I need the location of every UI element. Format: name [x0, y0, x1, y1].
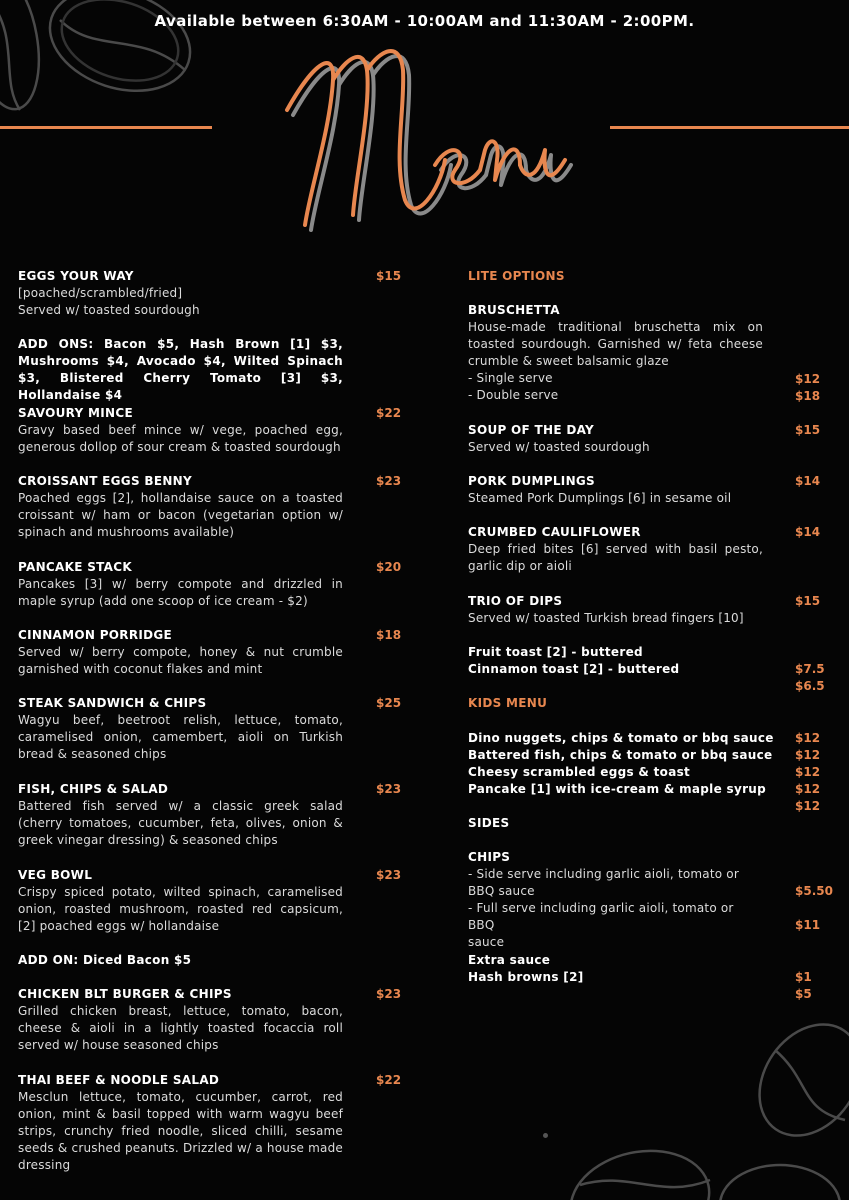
cinnamon-toast-price: $6.5: [795, 679, 825, 693]
menu-item-veg-bowl: [18, 867, 343, 935]
item-description: - Side serve including garlic aioli, tomato or: [468, 867, 739, 881]
item-description: Wagyu beef, beetroot relish, lettuce, tomato, caramelised onion, camembert, aioli on Turkish bread & seasoned chips: [18, 713, 343, 761]
hash-browns: Hash browns [2]: [468, 970, 584, 984]
item-description: Mesclun lettuce, tomato, cucumber, carrot, red onion, mint & basil topped with warm wagyu beef strips, crunchy fried noodle, sliced chilli, sesame seeds & crushed peanuts. Drizzled w/ a house made dressing: [18, 1090, 343, 1172]
sides-chips-heading: CHIPS: [468, 850, 511, 864]
fruit-toast-price: $7.5: [795, 662, 825, 676]
item-name: TRIO OF DIPS: [468, 594, 563, 608]
item-name: CRUMBED CAULIFLOWER: [468, 525, 641, 539]
item-price: $14: [795, 525, 821, 539]
item-name: VEG BOWL: [18, 868, 93, 882]
item-price: $20: [376, 560, 402, 574]
item-description: Served w/ toasted sourdough: [468, 440, 650, 454]
item-price: $23: [376, 474, 402, 488]
list-item: Cheesy scrambled eggs & toast: [468, 765, 691, 779]
hash-browns-price: $5: [795, 987, 812, 1001]
item-price: $25: [376, 696, 402, 710]
kids-menu-list: [468, 730, 774, 798]
add-ons-list: ADD ONS: Bacon $5, Hash Brown [1] $3, Mushrooms $4, Avocado $4, Wilted Spinach $3, Blistered Cherry Tomato [3] $3, Hollandaise $4: [18, 337, 343, 402]
kids-price-extra: $12: [795, 799, 821, 813]
menu-item-pork-dumplings: [468, 473, 763, 507]
add-on-diced-bacon: ADD ON: Diced Bacon $5: [18, 953, 192, 967]
item-price: $18: [376, 628, 402, 642]
item-name: FISH, CHIPS & SALAD: [18, 782, 169, 796]
item-price: $23: [376, 987, 402, 1001]
item-price: $15: [795, 423, 821, 437]
menu-title-script: [275, 40, 595, 240]
menu-item-trio-of-dips: [468, 593, 763, 627]
item-price: $22: [376, 1073, 402, 1087]
kids-price: $12: [795, 765, 821, 779]
header-divider-right: [610, 126, 849, 129]
menu-item-croissant-eggs-benny: [18, 473, 343, 541]
menu-item-fish-chips-salad: [18, 781, 343, 849]
item-price-double: $18: [795, 389, 821, 403]
item-price: $15: [795, 594, 821, 608]
item-description: BBQ sauce: [468, 884, 535, 898]
list-item: Dino nuggets, chips & tomato or bbq sauce: [468, 731, 774, 745]
item-description: Served w/ berry compote, honey & nut crumble garnished with coconut flakes and mint: [18, 645, 343, 676]
list-item: Pancake [1] with ice-cream & maple syrup: [468, 782, 767, 796]
item-name: THAI BEEF & NOODLE SALAD: [18, 1073, 220, 1087]
menu-item-crumbed-cauliflower: [468, 524, 763, 575]
item-name: PORK DUMPLINGS: [468, 474, 596, 488]
item-name: SOUP OF THE DAY: [468, 423, 595, 437]
chips-side-price: $5.50: [795, 884, 833, 898]
menu-item-eggs-your-way: [18, 268, 343, 319]
menu-item-pancake-stack: [18, 559, 343, 610]
section-heading-kids-menu: KIDS MENU: [468, 696, 548, 710]
kids-price: $12: [795, 748, 821, 762]
chips-full-serve: [468, 900, 763, 951]
item-description: Poached eggs [2], hollandaise sauce on a toasted croissant w/ ham or bacon (vegetarian option w/ spinach and mushrooms available): [18, 491, 343, 539]
section-heading-sides: SIDES: [468, 816, 510, 830]
item-price: $23: [376, 782, 402, 796]
kids-price: $12: [795, 782, 821, 796]
item-name: BRUSCHETTA: [468, 303, 560, 317]
item-name: CROISSANT EGGS BENNY: [18, 474, 192, 488]
item-description: House-made traditional bruschetta mix on toasted sourdough. Garnished w/ feta cheese crumble & sweet balsamic glaze: [468, 320, 763, 368]
item-description: Grilled chicken breast, lettuce, tomato, bacon, cheese & aioli in a lightly toasted focaccia roll served w/ house seasoned chips: [18, 1004, 343, 1052]
item-name: SAVOURY MINCE: [18, 406, 133, 420]
menu-item-bruschetta: [468, 302, 763, 404]
extra-sauce-price: $1: [795, 970, 812, 984]
item-description: Served w/ toasted sourdough: [18, 303, 200, 317]
item-price: $22: [376, 406, 402, 420]
item-name: CINNAMON PORRIDGE: [18, 628, 173, 642]
item-name: CHICKEN BLT BURGER & CHIPS: [18, 987, 232, 1001]
availability-hours: Available between 6:30AM - 10:00AM and 11:30AM - 2:00PM.: [154, 12, 695, 30]
item-description: - Full serve including garlic aioli, tomato or BBQ: [468, 901, 734, 932]
item-description: Deep fried bites [6] served with basil pesto, garlic dip or aioli: [468, 542, 763, 573]
item-description: Pancakes [3] w/ berry compote and drizzled in maple syrup (add one scoop of ice cream - $2): [18, 577, 343, 608]
kids-price: $12: [795, 731, 821, 745]
serve-option-single: - Single serve: [468, 371, 553, 385]
serve-option-double: - Double serve: [468, 388, 559, 402]
header-divider-left: [0, 126, 212, 129]
item-name: EGGS YOUR WAY: [18, 269, 134, 283]
item-name: STEAK SANDWICH & CHIPS: [18, 696, 207, 710]
item-price: $23: [376, 868, 402, 882]
item-description: Crispy spiced potato, wilted spinach, caramelised onion, roasted mushroom, roasted red capsicum, [2] poached eggs w/ hollandaise: [18, 885, 343, 933]
section-heading-lite-options: LITE OPTIONS: [468, 269, 565, 283]
decorative-dot: [543, 1133, 548, 1138]
menu-item-cinnamon-porridge: [18, 627, 343, 678]
menu-item-chicken-blt-burger: [18, 986, 343, 1054]
menu-item-steak-sandwich: [18, 695, 343, 763]
item-name: PANCAKE STACK: [18, 560, 132, 574]
menu-item-savoury-mince: [18, 405, 343, 456]
chips-side-serve: [468, 866, 763, 900]
coffee-bean-illustration-bottom-right: [560, 1010, 849, 1200]
extra-sauce: Extra sauce: [468, 953, 551, 967]
item-price-single: $12: [795, 372, 821, 386]
item-description: Served w/ toasted Turkish bread fingers [10]: [468, 611, 744, 625]
item-description: Steamed Pork Dumplings [6] in sesame oil: [468, 491, 732, 505]
menu-item-thai-beef-salad: [18, 1072, 343, 1174]
chips-full-price: $11: [795, 918, 821, 932]
menu-item-cinnamon-toast: Cinnamon toast [2] - buttered: [468, 662, 680, 676]
item-price: $14: [795, 474, 821, 488]
item-description: sauce: [468, 935, 505, 949]
item-description: Battered fish served w/ a classic greek salad (cherry tomatoes, cucumber, feta, olives, onion & greek vinegar dressing) & seasoned chips: [18, 799, 343, 847]
list-item: Battered fish, chips & tomato or bbq sauce: [468, 748, 773, 762]
item-description: [poached/scrambled/fried]: [18, 286, 183, 300]
item-description: Gravy based beef mince w/ vege, poached egg, generous dollop of sour cream & toasted sourdough: [18, 423, 343, 454]
menu-item-soup-of-the-day: [468, 422, 763, 456]
item-price: $15: [376, 269, 402, 283]
menu-item-fruit-toast: Fruit toast [2] - buttered: [468, 645, 643, 659]
